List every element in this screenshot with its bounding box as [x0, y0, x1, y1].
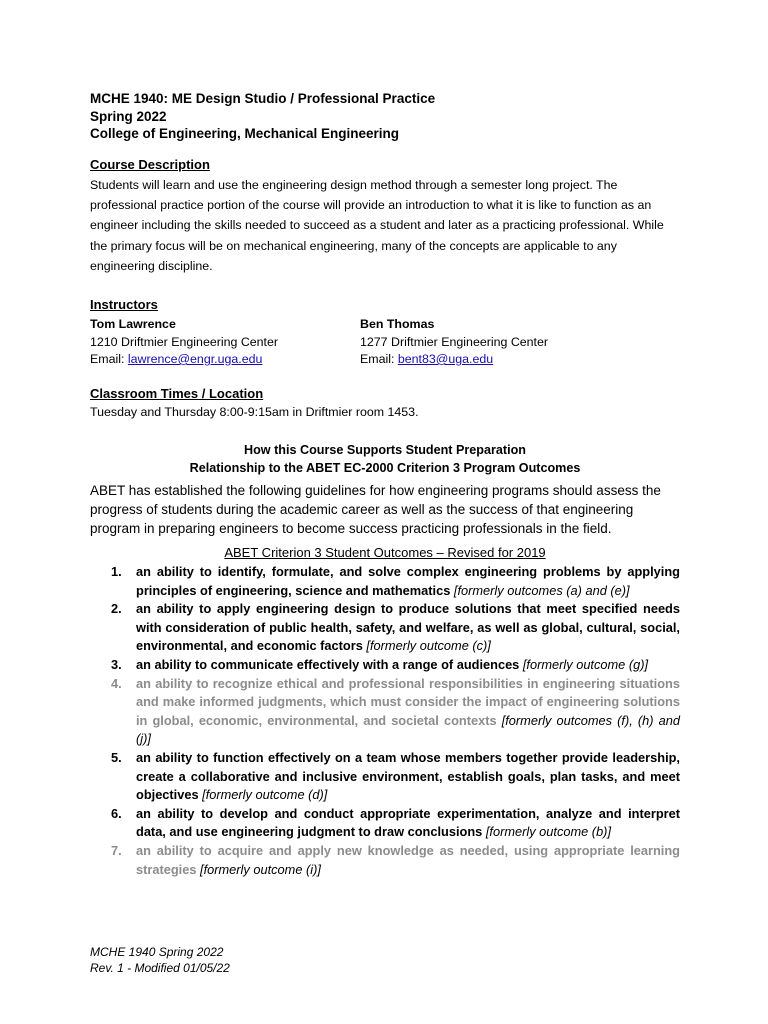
email-label: Email: [90, 352, 128, 366]
description-line: engineering discipline. [90, 258, 213, 273]
description-line: professional practice portion of the course will provide an introduction to what it is like to function as an [90, 198, 652, 213]
email-label: Email: [360, 352, 398, 366]
abet-intro [90, 481, 661, 538]
outcome-former: [formerly outcome (g)] [522, 656, 649, 672]
outcome-item [90, 842, 680, 879]
outcome-number: 3. [111, 656, 122, 672]
outcome-item [90, 563, 680, 600]
outcome-text: an ability to apply engineering design to produce solutions that meet specified needs with consideration of public health, safety, and welfare, as well as global, cultural, social, environmental, and economic factors [136, 601, 680, 654]
instructor-card [90, 316, 278, 369]
outcome-number: 6. [111, 805, 122, 821]
criterion-title: ABET Criterion 3 Student Outcomes – Revised for 2019 [224, 545, 546, 560]
outcomes-list [90, 563, 680, 879]
description-line: Students will learn and use the engineering design method through a semester long project. The [90, 178, 618, 192]
course-description-heading: Course Description [90, 157, 210, 172]
outcome-former: [formerly outcomes (f), (h) and (j)] [136, 712, 680, 747]
course-title: MCHE 1940: ME Design Studio / Professional Practice [90, 91, 436, 106]
outcome-number: 2. [111, 601, 122, 617]
instructor-office: 1210 Driftmier Engineering Center [90, 334, 279, 349]
instructor-email-link[interactable]: bent83@uga.edu [397, 352, 494, 366]
outcome-item [90, 600, 680, 656]
abet-heading-1: How this Course Supports Student Preparation [244, 443, 526, 457]
outcome-number: 4. [111, 675, 122, 691]
outcome-text: an ability to function effectively on a team whose members together provide leadership, create a collaborative and inclusive environment, establish goals, plan tasks, and meet objectives [136, 749, 680, 803]
course-term: Spring 2022 [90, 108, 167, 124]
outcome-number: 1. [111, 564, 122, 579]
outcome-former: [formerly outcome (i)] [200, 861, 321, 877]
outcome-former: [formerly outcomes (a) and (e)] [453, 582, 630, 598]
outcome-number: 5. [111, 749, 122, 765]
instructor-email-link[interactable]: lawrence@engr.uga.edu [127, 352, 263, 366]
outcome-text: an ability to recognize ethical and professional responsibilities in engineering situations and make informed judgments, which must consider the impact of engineering solutions in global, economic, environmental, and societal contexts [136, 675, 680, 728]
course-description-text [90, 175, 690, 276]
course-college: College of Engineering, Mechanical Engineering [90, 126, 400, 141]
abet-intro-line: progress of students during the academic career as well as the success of that engineering [90, 502, 634, 517]
footer-revision: Rev. 1 - Modified 01/05/22 [90, 960, 230, 975]
outcome-text: an ability to develop and conduct appropriate experimentation, analyze and interpret data, and use engineering judgment to draw conclusions [136, 805, 680, 840]
page-footer [90, 945, 230, 976]
instructor-email-row [90, 351, 278, 369]
outcome-former: [formerly outcome (d)] [202, 787, 328, 803]
document-header [90, 90, 435, 143]
outcome-text: an ability to identify, formulate, and solve complex engineering problems by applying principles of engineering, science and mathematics [136, 564, 680, 598]
instructors-heading: Instructors [90, 297, 158, 312]
abet-intro-line: ABET has established the following guidelines for how engineering programs should assess the [90, 483, 661, 498]
outcome-item [90, 749, 680, 805]
outcome-text: an ability to acquire and apply new knowledge as needed, using appropriate learning strategies [136, 842, 680, 877]
instructor-card [360, 316, 548, 369]
description-line: the primary focus will be on mechanical engineering, many of the concepts are applicable to any [90, 238, 617, 253]
description-line: engineer including the skills needed to succeed as a student and later as a practicing professional. While [90, 218, 664, 233]
instructor-name: Tom Lawrence [90, 317, 176, 331]
abet-heading-2: Relationship to the ABET EC-2000 Criterion 3 Program Outcomes [189, 461, 581, 475]
instructor-email-row [360, 351, 548, 369]
outcome-item [90, 656, 680, 675]
outcome-item [90, 675, 680, 749]
classroom-heading: Classroom Times / Location [90, 386, 264, 401]
instructor-office: 1277 Driftmier Engineering Center [360, 334, 549, 349]
outcome-former: [formerly outcome (c)] [366, 638, 491, 654]
instructor-name: Ben Thomas [360, 317, 435, 331]
outcome-text: an ability to communicate effectively with a range of audiences [136, 656, 520, 672]
outcome-item [90, 805, 680, 842]
outcome-number: 7. [111, 842, 122, 858]
abet-intro-line: program in preparing engineers to become success practicing professionals in the field. [90, 521, 612, 536]
outcome-former: [formerly outcome (b)] [485, 824, 612, 840]
footer-course: MCHE 1940 Spring 2022 [90, 945, 224, 959]
classroom-text: Tuesday and Thursday 8:00-9:15am in Driftmier room 1453. [90, 405, 419, 419]
